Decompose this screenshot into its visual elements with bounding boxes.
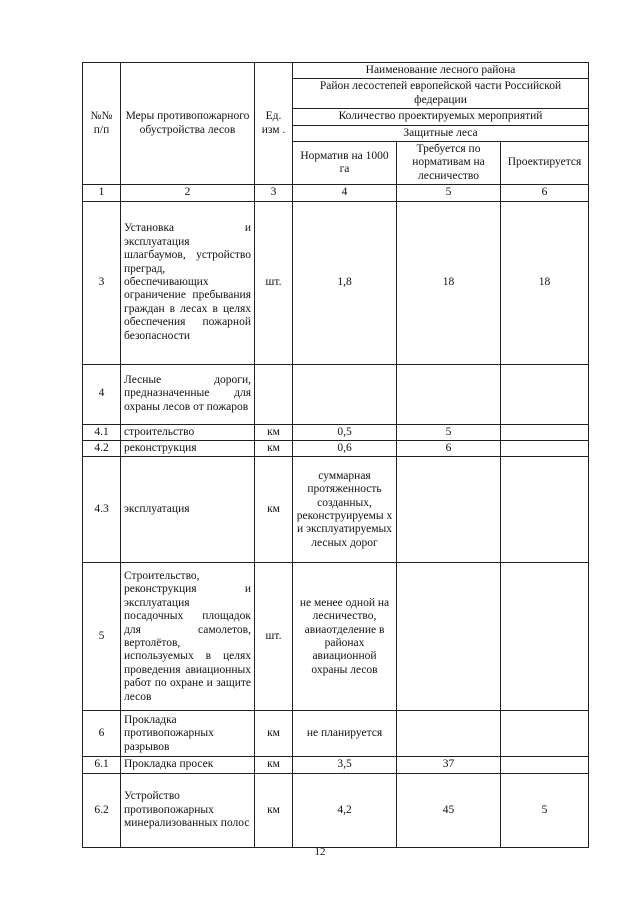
table-row bbox=[83, 364, 589, 424]
row-name: Прокладка противопожарных разрывов bbox=[121, 711, 255, 757]
row-unit bbox=[255, 364, 293, 424]
row-projected bbox=[501, 364, 589, 424]
header-unit: Ед. изм . bbox=[255, 63, 293, 185]
row-norm: 4,2 bbox=[293, 773, 397, 847]
row-norm bbox=[293, 364, 397, 424]
col-number: 2 bbox=[121, 185, 255, 201]
row-unit: км bbox=[255, 424, 293, 440]
row-name: Строительство, реконструкция и эксплуатация посадочных площадок для самолетов, вертолётов, используемых в целях проведения авиационных работ по охране и защите лесов bbox=[121, 563, 255, 711]
row-required bbox=[397, 457, 501, 563]
row-norm: 3,5 bbox=[293, 757, 397, 773]
header-norm: Норматив на 1000 га bbox=[293, 142, 397, 185]
table-row bbox=[83, 711, 589, 757]
row-norm: суммарная протяженность созданных, реконструируемы х и эксплуатируемых лесных дорог bbox=[293, 457, 397, 563]
row-required bbox=[397, 711, 501, 757]
header-protective: Защитные леса bbox=[293, 125, 589, 141]
fire-measures-table bbox=[82, 62, 589, 848]
row-num: 5 bbox=[83, 563, 121, 711]
row-projected: 5 bbox=[501, 773, 589, 847]
row-required bbox=[397, 364, 501, 424]
table-row bbox=[83, 457, 589, 563]
col-number: 5 bbox=[397, 185, 501, 201]
row-projected bbox=[501, 457, 589, 563]
row-name: Устройство противопожарных минерализованных полос bbox=[121, 773, 255, 847]
row-name: Установка и эксплуатация шлагбаумов, устройство преград, обеспечивающих ограничение пребывания граждан в лесах в целях обеспечения пожарной безопасности bbox=[121, 201, 255, 364]
row-name: строительство bbox=[121, 424, 255, 440]
header-required: Требуется по нормативам на лесничество bbox=[397, 142, 501, 185]
row-norm: 0,6 bbox=[293, 441, 397, 457]
table-row bbox=[83, 757, 589, 773]
page-number: 12 bbox=[314, 846, 326, 858]
row-unit: шт. bbox=[255, 201, 293, 364]
table-row bbox=[83, 773, 589, 847]
col-number: 1 bbox=[83, 185, 121, 201]
row-required: 37 bbox=[397, 757, 501, 773]
row-num: 4.2 bbox=[83, 441, 121, 457]
row-name: реконструкция bbox=[121, 441, 255, 457]
row-num: 4.1 bbox=[83, 424, 121, 440]
row-name: Прокладка просек bbox=[121, 757, 255, 773]
row-required: 6 bbox=[397, 441, 501, 457]
row-num: 6.1 bbox=[83, 757, 121, 773]
row-projected: 18 bbox=[501, 201, 589, 364]
header-measures: Меры противопожарного обустройства лесов bbox=[121, 63, 255, 185]
row-projected bbox=[501, 757, 589, 773]
col-number: 3 bbox=[255, 185, 293, 201]
row-num: 6.2 bbox=[83, 773, 121, 847]
row-projected bbox=[501, 711, 589, 757]
table-row bbox=[83, 441, 589, 457]
table-row bbox=[83, 201, 589, 364]
row-num: 6 bbox=[83, 711, 121, 757]
row-unit: км bbox=[255, 711, 293, 757]
row-required: 5 bbox=[397, 424, 501, 440]
row-unit: км bbox=[255, 441, 293, 457]
table-row bbox=[83, 563, 589, 711]
header-projected: Проектируется bbox=[501, 142, 589, 185]
row-unit: шт. bbox=[255, 563, 293, 711]
row-name: эксплуатация bbox=[121, 457, 255, 563]
row-required: 18 bbox=[397, 201, 501, 364]
row-num: 3 bbox=[83, 201, 121, 364]
row-unit: км bbox=[255, 757, 293, 773]
row-projected bbox=[501, 441, 589, 457]
row-required bbox=[397, 563, 501, 711]
row-norm: не планируется bbox=[293, 711, 397, 757]
row-projected bbox=[501, 424, 589, 440]
header-region: Район лесостепей европейской части Российской федерации bbox=[293, 79, 589, 109]
col-number: 6 bbox=[501, 185, 589, 201]
column-number-row bbox=[83, 185, 589, 201]
header-forest-district: Наименование лесного района bbox=[293, 63, 589, 79]
row-required: 45 bbox=[397, 773, 501, 847]
row-num: 4.3 bbox=[83, 457, 121, 563]
row-projected bbox=[501, 563, 589, 711]
col-number: 4 bbox=[293, 185, 397, 201]
header-num: №№ п/п bbox=[83, 63, 121, 185]
row-unit: км bbox=[255, 773, 293, 847]
row-num: 4 bbox=[83, 364, 121, 424]
row-norm: 0,5 bbox=[293, 424, 397, 440]
table-row bbox=[83, 424, 589, 440]
header-quantity: Количество проектируемых мероприятий bbox=[293, 109, 589, 125]
row-unit: км bbox=[255, 457, 293, 563]
row-norm: 1,8 bbox=[293, 201, 397, 364]
row-name: Лесные дороги, предназначенные для охраны лесов от пожаров bbox=[121, 364, 255, 424]
row-norm: не менее одной на лесничество, авиаотделение в районах авиационной охраны лесов bbox=[293, 563, 397, 711]
